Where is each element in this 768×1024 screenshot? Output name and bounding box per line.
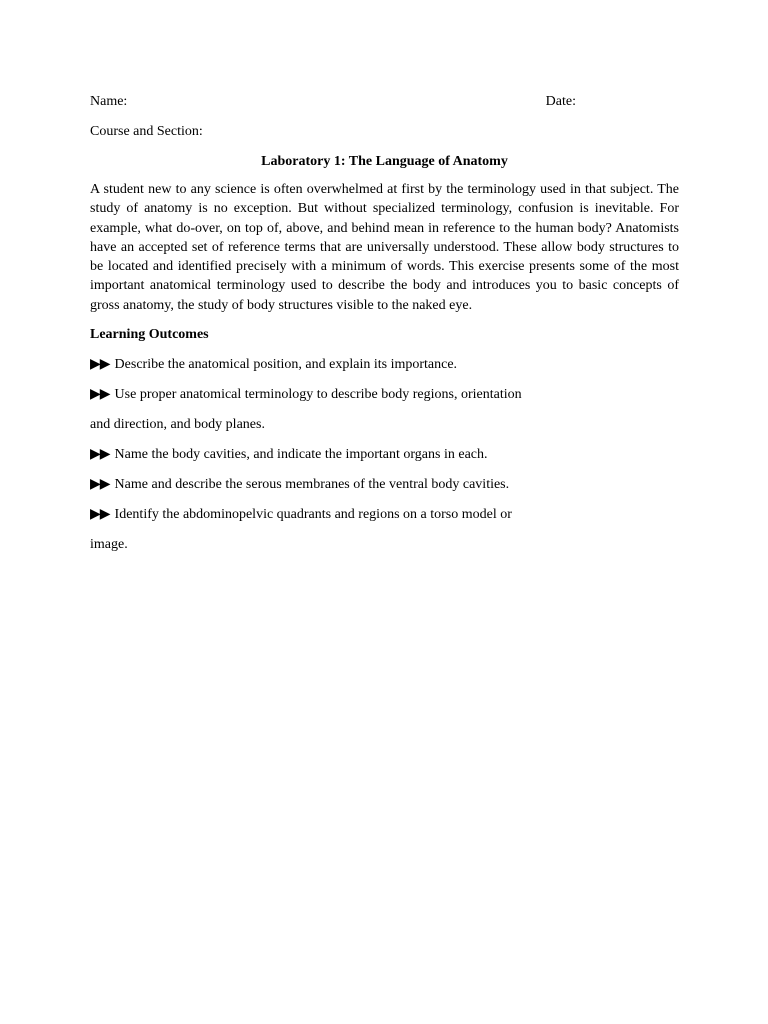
name-label: Name: — [90, 94, 128, 109]
outcome-item-2: ▶▶ Use proper anatomical terminology to describe body regions, orientation — [90, 387, 522, 403]
intro-paragraph: A student new to any science is often overwhelmed at first by the terminology used in that subject. The study of anatomy is no exception. But without specialized terminology, confusion is inevitable. For example, what do-over, on top of, above, and behind mean in reference to the human body? Anatomists have an accepted set of reference terms that are universally understood. These allow body structures to be located and identified precisely with a minimum of words. This exercise presents some of the most important anatomical terminology used to describe the body and introduces you to basic concepts of gross anatomy, the study of body structures visible to the naked eye. — [90, 182, 679, 313]
course-section-label: Course and Section: — [90, 124, 203, 139]
learning-outcomes-heading: Learning Outcomes — [90, 327, 209, 343]
outcome-item-2-continued: and direction, and body planes. — [90, 417, 265, 433]
document-title: Laboratory 1: The Language of Anatomy — [261, 154, 508, 169]
header-row — [90, 92, 576, 112]
outcome-item-5-continued: image. — [90, 537, 128, 553]
double-arrow-bullet-icon: ▶▶ — [90, 357, 110, 373]
outcome-item-5: ▶▶ Identify the abdominopelvic quadrants and regions on a torso model or — [90, 507, 512, 523]
double-arrow-bullet-icon: ▶▶ — [90, 447, 110, 463]
outcome-item-4: ▶▶ Name and describe the serous membranes of the ventral body cavities. — [90, 477, 510, 493]
outcome-item-3: ▶▶ Name the body cavities, and indicate the important organs in each. — [90, 447, 488, 463]
double-arrow-bullet-icon: ▶▶ — [90, 507, 110, 523]
outcome-item-1: ▶▶ Describe the anatomical position, and explain its importance. — [90, 357, 458, 373]
double-arrow-bullet-icon: ▶▶ — [90, 477, 110, 493]
document-page — [90, 92, 679, 555]
date-label: Date: — [545, 94, 576, 109]
double-arrow-bullet-icon: ▶▶ — [90, 387, 110, 403]
